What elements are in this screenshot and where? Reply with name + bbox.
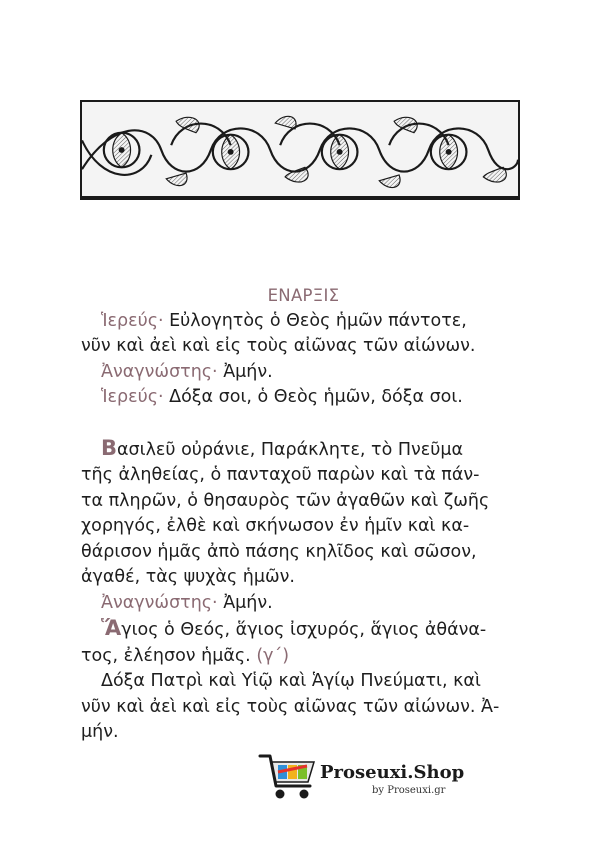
verse-text: ἀγαθέ, τὰς ψυχὰς ἡμῶν.: [81, 567, 295, 587]
verse-text: τος, ἐλέησον ἡμᾶς.: [81, 645, 257, 666]
repeat-marker: (γ΄): [256, 645, 290, 666]
verse-text: τῆς ἀληθείας, ὁ πανταχοῦ παρὼν καὶ τὰ πάν-: [81, 465, 480, 485]
paragraph-gap: [81, 411, 526, 436]
verse-text: Εὐλογητὸς ὁ Θεὸς ἡμῶν πάντοτε,: [163, 310, 467, 331]
verse-text: Ἀμήν.: [217, 361, 273, 382]
verse-text: Ἀμήν.: [217, 592, 273, 613]
verse-text: ασιλεῦ οὐράνιε, Παράκλητε, τὸ Πνεῦμα: [117, 439, 464, 460]
shopping-cart-icon: [258, 750, 320, 802]
prayer-line: [81, 540, 526, 566]
verse-text: νῦν καὶ ἀεὶ καὶ εἰς τοὺς αἰῶνας τῶν αἰώνων. Ἀ-: [81, 696, 500, 717]
doxology-line: [81, 695, 526, 721]
priest-blessing-line: [81, 309, 526, 335]
service-text: [81, 283, 526, 746]
role-label: Ἱερεύς·: [101, 310, 164, 331]
trisagion-line: [81, 616, 526, 644]
role-label: Ἀναγνώστης·: [101, 361, 218, 382]
section-heading: ΕΝΑΡΞΙΣ: [267, 286, 340, 305]
verse-text: χορηγός, ἐλθὲ καὶ σκήνωσον ἐν ἡμῖν καὶ κα-: [81, 516, 470, 536]
prayer-line: [81, 565, 526, 591]
trisagion-line: [81, 644, 526, 670]
doxology-line: [81, 669, 526, 695]
verse-text: μήν.: [81, 722, 119, 742]
verse-line: [81, 334, 526, 360]
logo-title: Proseuxi.Shop: [320, 762, 465, 783]
prayer-heavenly-king-line: [81, 436, 526, 464]
verse-text: Δόξα σοι, ὁ Θεὸς ἡμῶν, δόξα σοι.: [163, 387, 463, 407]
reader-amen-line: [81, 591, 526, 617]
drop-cap: Ἅ: [101, 616, 122, 640]
prayer-line: [81, 514, 526, 540]
drop-cap: Β: [101, 435, 118, 460]
floral-scroll-ornament: [82, 102, 518, 198]
prayer-line: [81, 463, 526, 489]
verse-text: τα πληρῶν, ὁ θησαυρὸς τῶν ἀγαθῶν καὶ ζωῆς: [81, 490, 490, 511]
logo-subtitle: by Proseuxi.gr: [372, 785, 446, 796]
doxology-line: [81, 720, 526, 746]
verse-text: θάρισον ἡμᾶς ἀπὸ πάσης κηλῖδος καὶ σῶσον,: [81, 541, 477, 562]
verse-text: γιος ὁ Θεός, ἅγιος ἰσχυρός, ἅγιος ἀθάνα-: [121, 620, 487, 640]
role-label: Ἱερεύς·: [101, 387, 164, 407]
role-label: Ἀναγνώστης·: [101, 592, 218, 613]
priest-glory-line: [81, 385, 526, 411]
verse-text: νῦν καὶ ἀεὶ καὶ εἰς τοὺς αἰῶνας τῶν αἰώνων.: [81, 336, 476, 356]
verse-text: Δόξα Πατρὶ καὶ Υἱῷ καὶ Ἁγίῳ Πνεύματι, καὶ: [101, 671, 481, 691]
prayer-line: [81, 489, 526, 515]
reader-amen-line: [81, 360, 526, 386]
ornamental-banner: [80, 100, 520, 200]
watermark-logo: [258, 750, 478, 802]
